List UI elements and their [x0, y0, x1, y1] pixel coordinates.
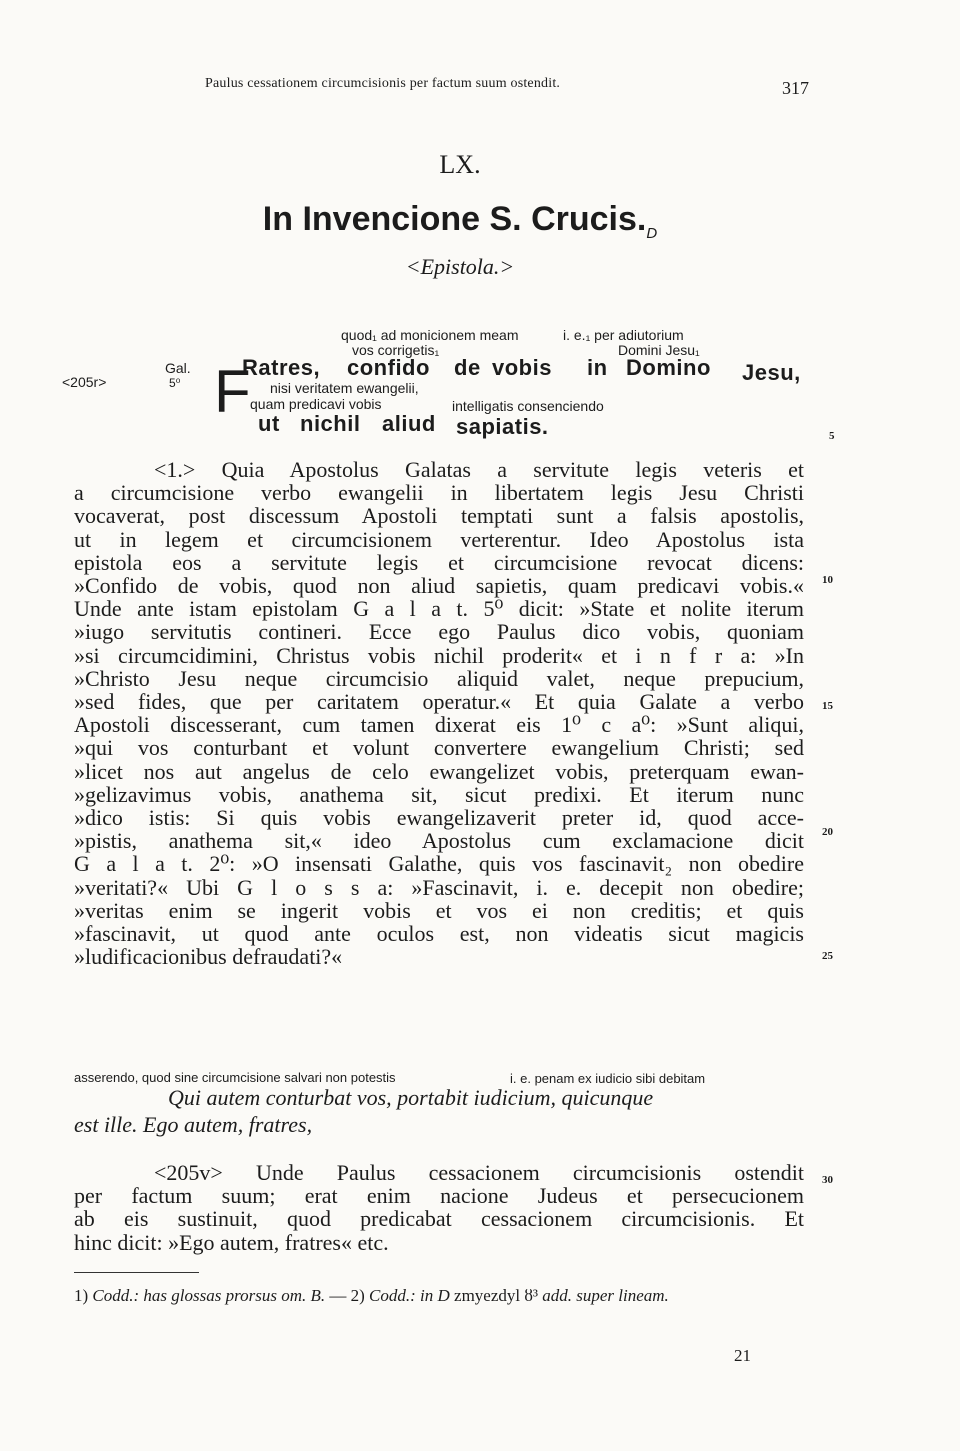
gloss-mid-3: intelligatis consenciendo [452, 398, 604, 414]
running-head: Paulus cessationem circumcisionis per factum suum ostendit. [205, 76, 561, 91]
line-number: 25 [822, 950, 833, 962]
gloss-bottom-1: asserendo, quod sine circumcisione salvari non potestis [74, 1070, 396, 1085]
line-number: 20 [822, 826, 833, 838]
gloss-top-2: vos corrigetis₁ [352, 342, 440, 358]
text-line: ut in legem et circumcisionem verterentur. Ideo Apostolus ista [74, 526, 804, 552]
text-line: »Confido de vobis, quod non aliud sapietis, quam predicavi vobis.« [74, 573, 804, 599]
commentary-paragraph [74, 458, 804, 968]
text-line: »fascinavit, ut quod ante oculos est, non videatis sicut magicis [74, 921, 804, 947]
gloss-bottom-2: i. e. penam ex iudicio sibi debitam [510, 1071, 706, 1086]
lemma-word: Ratres, [242, 355, 321, 380]
lemma-word: nichil [300, 411, 361, 436]
text-line: Apostoli discesserant, cum tamen dixerat eis 1⁰ c a⁰: »Sunt aliqui, [74, 712, 804, 738]
text-line: »licet nos aut angelus de celo ewangelizet vobis, preterquam ewan- [74, 758, 804, 784]
line-number: 15 [822, 700, 833, 712]
lemma-word: ut [258, 411, 280, 436]
text-line: »si circumcidimini, Christus vobis nichil proderit« et i n f r a: »In [74, 642, 804, 668]
drop-capital: F [214, 358, 251, 425]
text-line: »iugo servitutis contineri. Ecce ego Paulus dico vobis, quoniam [74, 619, 804, 645]
line-number: 30 [822, 1174, 833, 1186]
footnote-mark: 2) [350, 1286, 365, 1305]
text-line: Unde ante istam epistolam G a l a t. 5⁰ dicit: »State et nolite iterum [74, 596, 804, 622]
commentary-paragraph [74, 1161, 804, 1254]
translation-line: est ille. Ego autem, fratres, [74, 1112, 313, 1137]
translation-line: Qui autem conturbat vos, portabit iudicium, quicunque [168, 1085, 654, 1110]
lemma-word: Jesu, [742, 360, 801, 385]
text-line: vocaverat, post discessum Apostoli temptati sunt a falsis apostolis, [74, 503, 804, 529]
sermon-title [0, 200, 920, 242]
text-line: »ludificacionibus defraudati?« [74, 944, 343, 970]
text-line: epistola eos a servitute legis et circumcisione revocat dicens: [74, 549, 804, 575]
text-line: ab eis sustinuit, quod predicabat cessacionem circumcisionis. Et [74, 1206, 804, 1232]
text-line: hinc dicit: »Ego autem, fratres« etc. [74, 1229, 389, 1255]
text-line: »dico istis: Si quis vobis ewangelizaverit preter id, quod acce- [74, 805, 804, 831]
gloss-top-4: Domini Jesu₁ [618, 342, 700, 358]
footnote-mark: 1) [74, 1286, 89, 1305]
text-line: »Christo Jesu neque circumcisio aliquid valet, neque prepucium, [74, 665, 804, 691]
text-line: per factum suum; erat enim nacione Judeus et persecucionem [74, 1183, 804, 1209]
text-line: G a l a t. 2⁰: »O insensati Galathe, quis vos fascinavit₂ non obedire [74, 851, 804, 877]
gloss-mid-2: quam predicavi vobis [250, 396, 382, 412]
title-text: In Invencione S. Crucis. [262, 200, 647, 238]
footnote-text: zmyezdyl ȣ³ [454, 1286, 538, 1305]
title-sigil: D [646, 224, 658, 242]
text-line: »qui vos conturbant et volunt convertere ewangelium Christi; sed [74, 735, 804, 761]
footnote-rule [74, 1272, 199, 1273]
lemma-word: sapiatis. [456, 414, 549, 439]
line-number: 10 [822, 574, 833, 586]
lemma-word: confido [347, 355, 430, 380]
footnote-text: add. super lineam. [542, 1286, 669, 1305]
footnote-text: Codd.: in D [369, 1286, 450, 1305]
text-line: »pistis, anathema sit,« ideo Apostolus cum exclamacione dicit [74, 828, 804, 854]
margin-ref-chapter: 5⁰ [169, 376, 181, 390]
text-line: <205v> Unde Paulus cessacionem circumcisionis ostendit [154, 1160, 804, 1185]
text-line: »sed fides, que per caritatem operatur.« Et quia Galate a verbo [74, 689, 804, 715]
lemma-word: vobis [492, 355, 552, 380]
lemma-word: Domino [626, 355, 711, 380]
footnotes [74, 1286, 804, 1306]
lemma-word: in [587, 355, 608, 380]
chapter-number: LX. [439, 150, 481, 179]
footnote-text: Codd.: has glossas prorsus om. B. [92, 1286, 326, 1305]
gloss-top-3: i. e.₁ per adiutorium [563, 327, 684, 343]
line-number: 5 [829, 430, 835, 442]
footnote-dash: — [329, 1286, 347, 1305]
lemma-word: aliud [382, 411, 436, 436]
signature-mark: 21 [734, 1346, 751, 1365]
text-line: »veritas enim se ingerit vobis et vos ei non creditis; et quis [74, 897, 804, 923]
gloss-top-1: quod₁ ad monicionem meam [341, 327, 519, 343]
margin-folio: <205r> [62, 374, 107, 390]
margin-ref-book: Gal. [165, 360, 191, 376]
lemma-word: de [454, 355, 481, 380]
text-line: »gelizavimus vobis, anathema sit, sicut predixi. Et iterum nunc [74, 781, 804, 807]
page-number: 317 [782, 78, 809, 98]
text-line: <1.> Quia Apostolus Galatas a servitute legis veteris et [154, 457, 804, 482]
subtitle: <Epistola.> [405, 254, 515, 279]
text-line: »veritati?« Ubi G l o s s a: »Fascinavit, i. e. decepit non obedire; [74, 874, 804, 900]
gloss-mid-1: nisi veritatem ewangelii, [270, 380, 419, 396]
text-line: a circumcisione verbo ewangelii in libertatem legis Jesu Christi [74, 480, 804, 506]
